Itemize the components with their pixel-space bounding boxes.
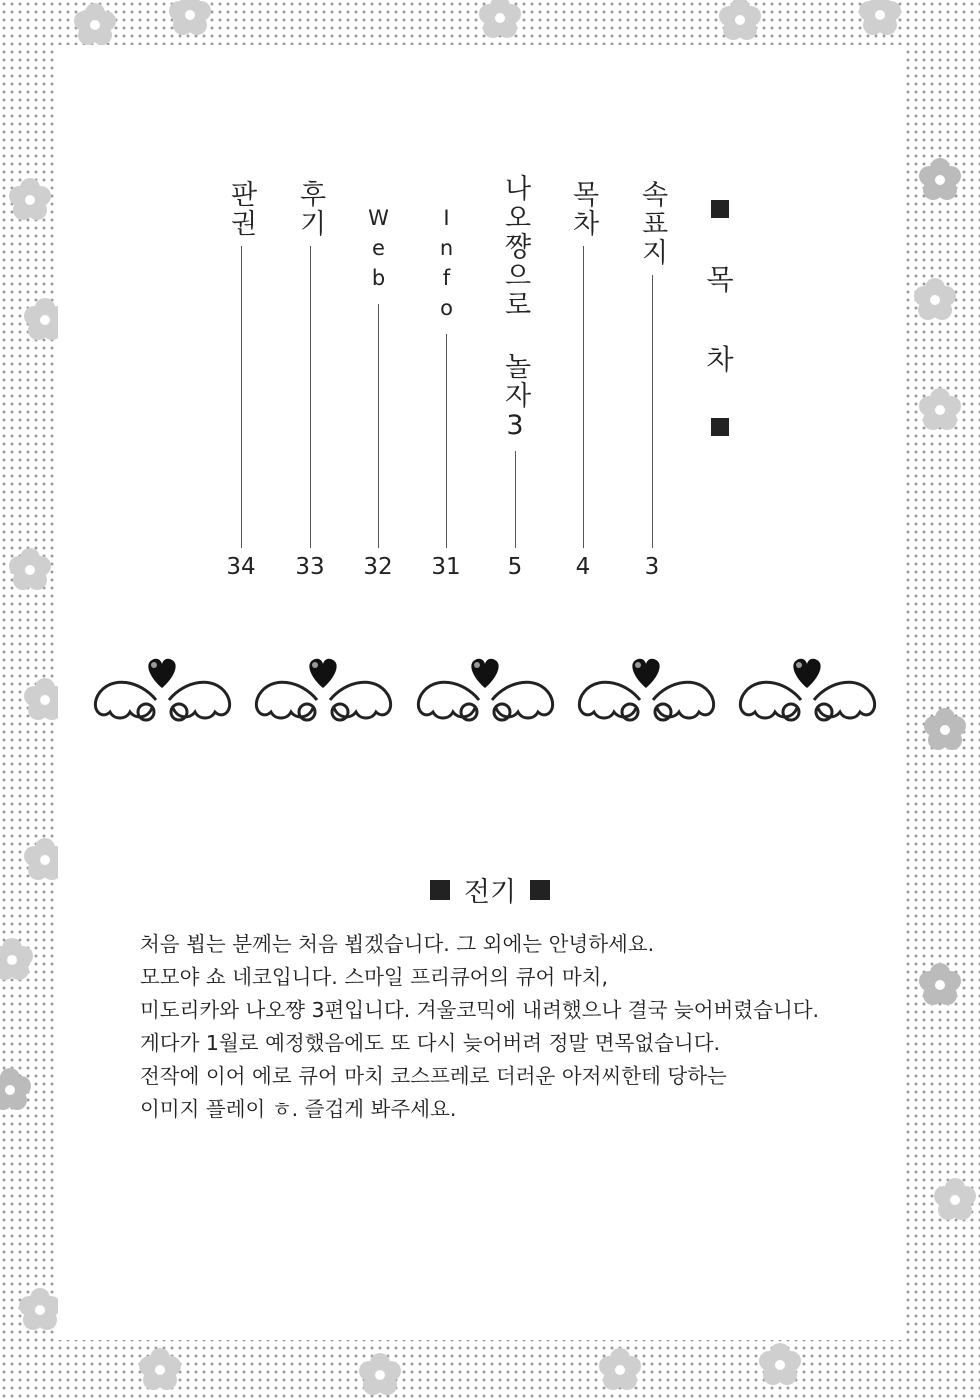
toc-heading-char: 차 bbox=[706, 343, 734, 376]
bio-line: 전작에 이어 에로 큐어 마치 코스프레로 더러운 아저씨한테 당하는 bbox=[140, 1064, 727, 1088]
bio-line: 모모야 쇼 네코입니다. 스마일 프리큐어의 큐어 마치, bbox=[140, 965, 608, 989]
winged-heart-icon bbox=[574, 650, 719, 730]
square-bullet-icon bbox=[430, 880, 450, 900]
toc-leader-line bbox=[378, 304, 379, 548]
toc-leader-line bbox=[652, 275, 653, 548]
toc-entry-colophon[interactable] bbox=[216, 180, 266, 580]
toc-entry-title: 나오쨩으로 놀자3 bbox=[499, 174, 531, 443]
square-bullet-icon bbox=[530, 880, 550, 900]
toc-entry-cover[interactable] bbox=[627, 180, 677, 580]
bio-line: 처음 뵙는 분께는 처음 뵙겠습니다. 그 외에는 안녕하세요. bbox=[140, 932, 655, 956]
toc-entry-title: 목차 bbox=[567, 180, 599, 238]
toc-entry-page: 32 bbox=[363, 554, 393, 580]
toc-heading bbox=[700, 200, 740, 436]
toc-entry-contents[interactable] bbox=[558, 180, 608, 580]
toc-entry-main-story[interactable] bbox=[490, 174, 540, 580]
toc-entry-title: 후기 bbox=[294, 180, 326, 238]
toc-entry-page: 5 bbox=[507, 554, 523, 580]
toc-leader-line bbox=[515, 451, 516, 548]
toc-entry-page: 4 bbox=[575, 554, 591, 580]
winged-heart-icon bbox=[251, 650, 396, 730]
square-bullet-icon bbox=[711, 200, 729, 218]
bio-line: 게다가 1월로 예정했음에도 또 다시 늦어버려 정말 면목없습니다. bbox=[140, 1031, 721, 1055]
winged-heart-icon bbox=[735, 650, 880, 730]
toc-leader-line bbox=[583, 246, 584, 548]
toc-entry-page: 3 bbox=[644, 554, 660, 580]
toc-entry-title: Web bbox=[366, 206, 391, 296]
toc-leader-line bbox=[446, 334, 447, 548]
toc-entry-afterword[interactable] bbox=[285, 180, 335, 580]
toc-leader-line bbox=[310, 246, 311, 548]
bio-text bbox=[140, 928, 920, 1126]
toc-leader-line bbox=[241, 246, 242, 548]
toc-entry-title: 속표지 bbox=[636, 180, 668, 267]
toc-heading-char: 목 bbox=[706, 263, 734, 296]
toc-entry-title: Info bbox=[434, 206, 459, 326]
toc-entry-title: 판권 bbox=[225, 180, 257, 238]
winged-heart-icon bbox=[90, 650, 235, 730]
winged-heart-divider bbox=[90, 650, 880, 730]
bio-title: 전기 bbox=[463, 877, 517, 908]
bio-line: 미도리카와 나오쨩 3편입니다. 겨울코믹에 내려했으나 결국 늦어버렸습니다. bbox=[140, 998, 820, 1022]
toc-entry-page: 31 bbox=[431, 554, 461, 580]
toc-entry-page: 33 bbox=[295, 554, 325, 580]
toc-entry-web[interactable] bbox=[353, 180, 403, 580]
winged-heart-icon bbox=[413, 650, 558, 730]
toc-entry-info[interactable] bbox=[421, 180, 471, 580]
toc-entry-page: 34 bbox=[226, 554, 256, 580]
square-bullet-icon bbox=[711, 418, 729, 436]
bio-heading bbox=[0, 870, 980, 909]
bio-line: 이미지 플레이 ㅎ. 즐겁게 봐주세요. bbox=[140, 1097, 457, 1121]
